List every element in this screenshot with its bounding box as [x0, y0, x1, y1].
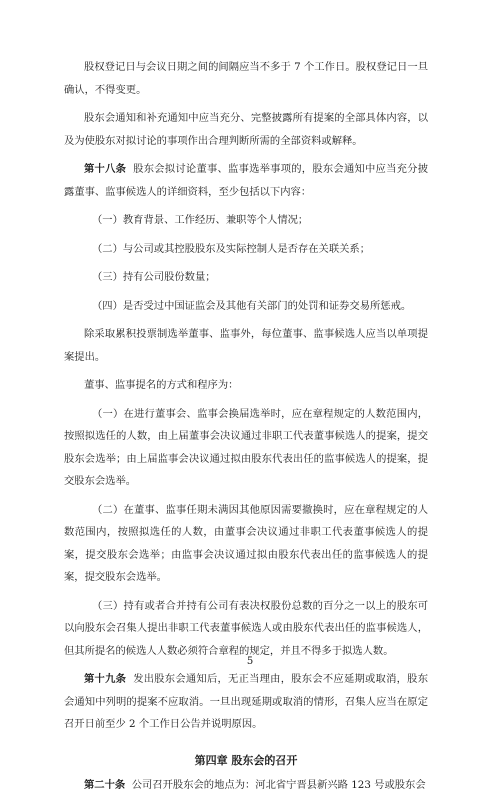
paragraph-text: 董事、监事提名的方式和程序为：	[84, 379, 238, 391]
article-20	[64, 774, 428, 796]
article-number: 第二十条	[84, 779, 125, 791]
paragraph-text: （一）教育背景、工作经历、兼职等个人情况；	[92, 214, 308, 226]
paragraph-text: 除采取累积投票制选举董事、监事外，每位董事、监事候选人应当以单项提案提出。	[64, 328, 428, 363]
chapter-heading: 第四章 股东会的召开	[64, 750, 428, 772]
article-19	[64, 668, 428, 736]
paragraph-notice-disclosure	[64, 107, 428, 152]
paragraph-text: 股东会通知和补充通知中应当充分、完整披露所有提案的全部具体内容，以及为使股东对拟讨论的事项作出合理判断所需的全部资料或解释。	[64, 112, 428, 147]
list-item	[64, 403, 428, 493]
list-item	[64, 295, 428, 318]
paragraph-text: （一）在进行董事会、监事会换届选举时，应在章程规定的人数范围内，按照拟选任的人数，由上届董事会决议通过非职工代表董事候选人的提案，提交股东会选举；由上届监事会决议通过拟由股东代表出任的监事候选人的提案，提交股东会选举。	[64, 408, 428, 488]
paragraph-nomination-intro	[64, 374, 428, 397]
paragraph-text: （三）持有公司股份数量；	[92, 271, 216, 283]
paragraph-record-date	[64, 56, 428, 101]
paragraph-text: 股权登记日与会议日期之间的间隔应当不多于 7 个工作日。股权登记日一旦确认，不得变更。	[64, 61, 428, 96]
article-18	[64, 158, 428, 203]
paragraph-text: 公司召开股东会的地点为：河北省宁晋县新兴路 123 号或股东会	[132, 779, 426, 791]
paragraph-text: （三）持有或者合并持有公司有表决权股份总数的百分之一以上的股东可以向股东会召集人提出非职工代表董事候选人或由股东代表出任的监事候选人，但其所提名的候选人人数必须符合章程的规定，并且不得多于拟选人数。	[64, 600, 428, 657]
paragraph-text: 发出股东会通知后，无正当理由，股东会不应延期或取消，股东会通知中列明的提案不应取消。一旦出现延期或取消的情形，召集人应当在原定召开日前至少 2 个工作日公告并说明原因。	[64, 673, 428, 730]
paragraph-text: 股东会拟讨论董事、监事选举事项的，股东会通知中应当充分披露董事、监事候选人的详细资料，至少包括以下内容：	[64, 163, 428, 198]
list-item	[64, 238, 428, 261]
paragraph-text: （四）是否受过中国证监会及其他有关部门的处罚和证券交易所惩戒。	[92, 300, 411, 312]
paragraph-single-proposal	[64, 323, 428, 368]
article-number: 第十九条	[84, 673, 126, 685]
list-item	[64, 266, 428, 289]
page-number: 5	[0, 656, 500, 667]
list-item	[64, 209, 428, 232]
list-item	[64, 595, 428, 663]
paragraph-text: （二）与公司或其控股股东及实际控制人是否存在关联关系；	[92, 243, 370, 255]
article-number: 第十八条	[84, 163, 126, 175]
list-item	[64, 499, 428, 589]
paragraph-text: （二）在董事、监事任期未满因其他原因需要撤换时，应在章程规定的人数范围内，按照拟选任的人数，由董事会决议通过非职工代表董事候选人的提案，提交股东会选举；由监事会决议通过拟由股东代表出任的监事候选人的提案，提交股东会选举。	[64, 504, 428, 584]
